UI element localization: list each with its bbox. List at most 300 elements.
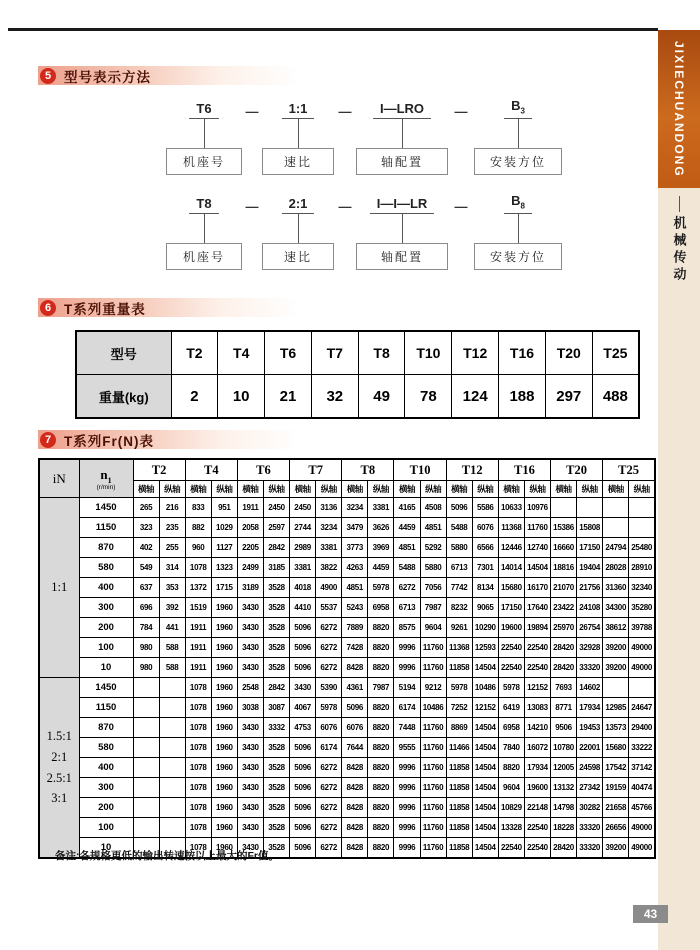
- fr-value-cell: 27342: [577, 778, 603, 798]
- fr-value-cell: 14504: [472, 798, 498, 818]
- fr-value-cell: 45766: [629, 798, 655, 818]
- fr-value-cell: 21070: [551, 578, 577, 598]
- weight-label-cell: 重量(kg): [76, 375, 171, 419]
- fr-value-cell: 980: [133, 658, 159, 678]
- section-header-fr-table: [38, 430, 154, 449]
- page-number-badge: 43: [633, 905, 668, 923]
- fr-value-cell: 22540: [524, 818, 550, 838]
- model-cell: T8: [358, 331, 405, 375]
- fr-value-cell: 9996: [394, 798, 420, 818]
- fr-value-cell: 14210: [524, 718, 550, 738]
- fr-value-cell: 9996: [394, 638, 420, 658]
- fr-value-cell: 9996: [394, 758, 420, 778]
- fr-value-cell: 3234: [342, 498, 368, 518]
- fr-value-cell: 39200: [603, 638, 629, 658]
- fr-value-cell: 3430: [237, 778, 263, 798]
- model-code: 1:1: [282, 101, 315, 119]
- fr-value-cell: 1960: [211, 678, 237, 698]
- vertical-axis-header: 纵轴: [524, 481, 550, 498]
- fr-value-cell: 1715: [211, 578, 237, 598]
- fr-value-cell: 33320: [577, 658, 603, 678]
- fr-value-cell: 14504: [472, 718, 498, 738]
- fr-value-cell: [133, 758, 159, 778]
- fr-value-cell: 1960: [211, 798, 237, 818]
- fr-value-cell: 3528: [263, 818, 289, 838]
- fr-value-cell: 3430: [237, 818, 263, 838]
- horizontal-axis-header: 横轴: [237, 481, 263, 498]
- fr-value-cell: 833: [185, 498, 211, 518]
- fr-value-cell: [603, 498, 629, 518]
- fr-value-cell: 1960: [211, 598, 237, 618]
- model-code: T6: [189, 101, 218, 119]
- model-cell: T10: [405, 331, 452, 375]
- weight-cell: 188: [499, 375, 546, 419]
- fr-value-cell: 14504: [472, 658, 498, 678]
- fr-value-cell: 3332: [263, 718, 289, 738]
- fr-value-cell: 5096: [290, 738, 316, 758]
- fr-value-cell: 2597: [263, 518, 289, 538]
- fr-value-cell: 9065: [472, 598, 498, 618]
- fr-value-cell: 1078: [185, 758, 211, 778]
- fr-value-cell: 9996: [394, 838, 420, 859]
- diagram-column: [166, 98, 242, 175]
- fr-value-cell: 1078: [185, 718, 211, 738]
- fr-value-cell: 4018: [290, 578, 316, 598]
- section-header-weight-table: [38, 298, 146, 317]
- model-header-cell: T2: [133, 459, 185, 481]
- ratio-label: 2:1: [51, 749, 68, 764]
- weight-cell: 10: [218, 375, 265, 419]
- fr-value-cell: 5978: [316, 698, 342, 718]
- fr-value-cell: 8428: [342, 758, 368, 778]
- model-code: I—LRO: [373, 101, 431, 119]
- fr-value-cell: 49000: [629, 818, 655, 838]
- speed-cell: 200: [79, 618, 133, 638]
- fr-value-cell: 5978: [446, 678, 472, 698]
- vertical-axis-header: 纵轴: [629, 481, 655, 498]
- weight-cell: 124: [452, 375, 499, 419]
- top-divider-rule: [8, 28, 658, 31]
- speed-cell: 1150: [79, 518, 133, 538]
- weight-table-grid: [75, 330, 640, 419]
- fr-value-cell: 3185: [263, 558, 289, 578]
- fr-value-cell: 16660: [551, 538, 577, 558]
- fr-value-cell: 1960: [211, 818, 237, 838]
- n1-subscript: 1: [107, 476, 112, 486]
- fr-value-cell: 13083: [524, 698, 550, 718]
- fr-value-cell: 960: [185, 538, 211, 558]
- fr-value-cell: 265: [133, 498, 159, 518]
- fr-value-cell: [629, 518, 655, 538]
- fr-value-cell: 4753: [290, 718, 316, 738]
- fr-value-cell: 3430: [290, 678, 316, 698]
- fr-value-cell: 5096: [290, 618, 316, 638]
- fr-value-cell: 8428: [342, 658, 368, 678]
- model-code: 2:1: [282, 196, 315, 214]
- fr-value-cell: 2842: [263, 538, 289, 558]
- code-row: [282, 193, 315, 214]
- fr-value-cell: 14798: [551, 798, 577, 818]
- fr-value-cell: [133, 678, 159, 698]
- fr-value-cell: 32928: [577, 638, 603, 658]
- fr-value-cell: 19159: [603, 778, 629, 798]
- fr-value-cell: 1960: [211, 778, 237, 798]
- fr-value-cell: 3528: [263, 838, 289, 859]
- fr-value-cell: 5096: [446, 498, 472, 518]
- ratio-label: 1:1: [51, 580, 68, 595]
- fr-value-cell: 7693: [551, 678, 577, 698]
- fr-value-cell: 33320: [577, 818, 603, 838]
- fr-value-cell: 14014: [498, 558, 524, 578]
- vertical-axis-header: 纵轴: [368, 481, 394, 498]
- fr-value-cell: 3528: [263, 758, 289, 778]
- weight-table-value-row: [76, 375, 639, 419]
- separator-dash: —: [245, 199, 259, 214]
- fr-value-cell: 11760: [420, 638, 446, 658]
- fr-value-cell: 2989: [290, 538, 316, 558]
- model-cell: T2: [171, 331, 218, 375]
- fr-value-cell: 38612: [603, 618, 629, 638]
- fr-value-cell: 13132: [551, 778, 577, 798]
- connector-line: [518, 214, 519, 243]
- fr-value-cell: 6272: [316, 838, 342, 859]
- fr-value-cell: 6272: [316, 638, 342, 658]
- weight-cell: 2: [171, 375, 218, 419]
- model-header-cell: T10: [394, 459, 446, 481]
- fr-value-cell: 7301: [472, 558, 498, 578]
- fr-value-cell: 3430: [237, 718, 263, 738]
- fr-value-cell: 8134: [472, 578, 498, 598]
- fr-value-cell: 6174: [394, 698, 420, 718]
- fr-value-cell: 31360: [603, 578, 629, 598]
- fr-value-cell: 6958: [498, 718, 524, 738]
- fr-value-cell: 9996: [394, 818, 420, 838]
- fr-value-cell: [159, 718, 185, 738]
- fr-value-cell: 6174: [316, 738, 342, 758]
- fr-value-cell: 9604: [498, 778, 524, 798]
- fr-value-cell: 3528: [263, 618, 289, 638]
- fr-value-cell: 12152: [524, 678, 550, 698]
- diagram-separator-column: [448, 98, 474, 119]
- connector-line: [518, 119, 519, 148]
- fr-value-cell: 35280: [629, 598, 655, 618]
- fr-value-cell: 2205: [237, 538, 263, 558]
- weight-cell: 21: [265, 375, 312, 419]
- fr-value-cell: 1960: [211, 698, 237, 718]
- fr-value-cell: 7742: [446, 578, 472, 598]
- fr-value-cell: 26754: [577, 618, 603, 638]
- fr-value-cell: 34300: [603, 598, 629, 618]
- fr-value-cell: 6713: [394, 598, 420, 618]
- connector-line: [402, 119, 403, 148]
- fr-value-cell: 6076: [316, 718, 342, 738]
- fr-value-cell: 21658: [603, 798, 629, 818]
- fr-data-row: [39, 658, 655, 678]
- fr-value-cell: 16170: [524, 578, 550, 598]
- fr-value-cell: 3528: [263, 738, 289, 758]
- horizontal-axis-header: 横轴: [394, 481, 420, 498]
- label-box: 安装方位: [474, 243, 562, 270]
- fr-data-row: [39, 638, 655, 658]
- label-box: 机座号: [166, 148, 242, 175]
- category-vertical-text: 机械传动: [671, 216, 687, 284]
- fr-value-cell: 235: [159, 518, 185, 538]
- n1-unit: (r/min): [96, 484, 116, 492]
- fr-value-cell: 19404: [577, 558, 603, 578]
- fr-value-cell: 5096: [290, 818, 316, 838]
- fr-value-cell: 216: [159, 498, 185, 518]
- diagram-separator-column: [242, 193, 262, 214]
- fr-value-cell: 11368: [446, 638, 472, 658]
- fr-value-cell: 1078: [185, 838, 211, 859]
- model-header-cell: T16: [498, 459, 550, 481]
- fr-value-cell: 11760: [524, 518, 550, 538]
- diagram-column: [356, 193, 448, 270]
- fr-value-cell: [133, 798, 159, 818]
- fr-value-cell: 8428: [342, 778, 368, 798]
- fr-value-cell: 12005: [551, 758, 577, 778]
- label-box: 安装方位: [474, 148, 562, 175]
- ratio-label: 3:1: [51, 791, 68, 806]
- fr-value-cell: 10780: [551, 738, 577, 758]
- ratio-label: 1.5:1: [46, 729, 72, 744]
- fr-value-cell: 21756: [577, 578, 603, 598]
- code-row: [246, 98, 259, 119]
- fr-value-cell: 4067: [290, 698, 316, 718]
- ratio-group-cell: [39, 498, 79, 678]
- fr-value-cell: 24794: [603, 538, 629, 558]
- fr-value-cell: 1078: [185, 558, 211, 578]
- fr-value-cell: 12593: [472, 638, 498, 658]
- fr-data-row: [39, 538, 655, 558]
- fr-data-row: [39, 778, 655, 798]
- fr-value-cell: 5978: [498, 678, 524, 698]
- fr-value-cell: 14602: [577, 678, 603, 698]
- fr-value-cell: 3087: [263, 698, 289, 718]
- fr-value-cell: [551, 498, 577, 518]
- fr-data-row: [39, 498, 655, 518]
- fr-value-cell: 4410: [290, 598, 316, 618]
- separator-dash: —: [454, 199, 468, 214]
- section-title: 型号表示方法: [64, 69, 151, 85]
- diagram-column: [262, 98, 334, 175]
- fr-value-cell: 1372: [185, 578, 211, 598]
- model-cell: T20: [545, 331, 592, 375]
- model-cell: T7: [311, 331, 358, 375]
- fr-value-cell: 8820: [368, 778, 394, 798]
- fr-value-cell: 15386: [551, 518, 577, 538]
- label-box: 速比: [262, 243, 334, 270]
- fr-value-cell: 28420: [551, 838, 577, 859]
- fr-value-cell: 11760: [420, 838, 446, 859]
- fr-value-cell: 6272: [316, 658, 342, 678]
- ratio-group-cell: [39, 678, 79, 859]
- horizontal-axis-header: 横轴: [342, 481, 368, 498]
- fr-value-cell: 3528: [263, 798, 289, 818]
- diagram-column: [356, 98, 448, 175]
- fr-value-cell: [133, 818, 159, 838]
- fr-data-row: [39, 598, 655, 618]
- fr-value-cell: 2548: [237, 678, 263, 698]
- fr-value-cell: [159, 778, 185, 798]
- fr-value-cell: 3381: [368, 498, 394, 518]
- horizontal-axis-header: 横轴: [290, 481, 316, 498]
- n1-symbol: n: [100, 466, 108, 482]
- model-header-cell: T4: [185, 459, 237, 481]
- fr-value-cell: 11858: [446, 778, 472, 798]
- code-row: [282, 98, 315, 119]
- fr-value-cell: 3189: [237, 578, 263, 598]
- fr-value-cell: 5096: [290, 638, 316, 658]
- fr-value-cell: 980: [133, 638, 159, 658]
- fr-value-cell: [133, 738, 159, 758]
- model-designation-diagram-1: [166, 98, 562, 175]
- fr-value-cell: 11466: [446, 738, 472, 758]
- fr-value-cell: 3479: [342, 518, 368, 538]
- fr-data-row: [39, 518, 655, 538]
- fr-value-cell: 9555: [394, 738, 420, 758]
- fr-value-cell: 353: [159, 578, 185, 598]
- fr-value-cell: [133, 778, 159, 798]
- fr-value-cell: [577, 498, 603, 518]
- fr-value-cell: 37142: [629, 758, 655, 778]
- fr-value-cell: 1911: [185, 618, 211, 638]
- fr-value-cell: 1911: [185, 658, 211, 678]
- model-code-subscript: 8: [520, 202, 525, 211]
- fr-value-cell: 19600: [524, 778, 550, 798]
- fr-value-cell: 22148: [524, 798, 550, 818]
- horizontal-axis-header: 横轴: [133, 481, 159, 498]
- fr-value-cell: 8820: [368, 638, 394, 658]
- brand-vertical-text: JIXIECHUANDONG: [672, 40, 686, 178]
- fr-value-cell: 11760: [420, 818, 446, 838]
- speed-cell: 870: [79, 718, 133, 738]
- fr-data-row: [39, 818, 655, 838]
- fr-value-cell: 10486: [420, 698, 446, 718]
- fr-value-cell: 1960: [211, 718, 237, 738]
- fr-value-cell: 5096: [290, 838, 316, 859]
- fr-value-cell: 10976: [524, 498, 550, 518]
- speed-cell: 870: [79, 538, 133, 558]
- speed-cell: 400: [79, 578, 133, 598]
- fr-value-cell: 392: [159, 598, 185, 618]
- fr-value-cell: 8771: [551, 698, 577, 718]
- fr-value-cell: 40474: [629, 778, 655, 798]
- fr-value-cell: 8820: [368, 658, 394, 678]
- fr-value-cell: 9996: [394, 658, 420, 678]
- fr-value-cell: 8428: [342, 838, 368, 859]
- fr-value-cell: 14504: [472, 818, 498, 838]
- speed-cell: 1450: [79, 498, 133, 518]
- code-row: [189, 193, 218, 214]
- separator-dash: —: [338, 199, 352, 214]
- fr-value-cell: 49000: [629, 658, 655, 678]
- weight-cell: 49: [358, 375, 405, 419]
- fr-value-cell: 8820: [368, 718, 394, 738]
- fr-value-cell: 23422: [551, 598, 577, 618]
- fr-value-cell: 14504: [524, 558, 550, 578]
- model-code: I—I—LR: [370, 196, 435, 214]
- fr-value-cell: 16072: [524, 738, 550, 758]
- fr-value-cell: 10290: [472, 618, 498, 638]
- fr-value-cell: 22540: [524, 658, 550, 678]
- speed-cell: 100: [79, 818, 133, 838]
- code-row: [504, 193, 532, 214]
- fr-value-cell: 24108: [577, 598, 603, 618]
- connector-line: [298, 119, 299, 148]
- model-cell: T4: [218, 331, 265, 375]
- fr-value-cell: 5537: [316, 598, 342, 618]
- speed-cell: 580: [79, 738, 133, 758]
- fr-value-cell: [629, 498, 655, 518]
- model-header-cell: T25: [603, 459, 655, 481]
- speed-cell: 580: [79, 558, 133, 578]
- fr-value-cell: 29400: [629, 718, 655, 738]
- diagram-separator-column: [448, 193, 474, 214]
- speed-cell: 1450: [79, 678, 133, 698]
- fr-value-cell: 3528: [263, 638, 289, 658]
- fr-value-cell: 2450: [290, 498, 316, 518]
- fr-value-cell: 22540: [498, 638, 524, 658]
- vertical-axis-header: 纵轴: [159, 481, 185, 498]
- fr-value-cell: 1078: [185, 738, 211, 758]
- fr-data-row: [39, 738, 655, 758]
- fr-value-cell: 3822: [316, 558, 342, 578]
- separator-dash: —: [338, 104, 352, 119]
- fr-value-cell: 28420: [551, 638, 577, 658]
- fr-value-cell: 19453: [577, 718, 603, 738]
- fr-value-cell: 9261: [446, 618, 472, 638]
- fr-value-cell: 8820: [368, 698, 394, 718]
- fr-value-cell: 13573: [603, 718, 629, 738]
- fr-value-cell: 1960: [211, 658, 237, 678]
- fr-value-cell: 588: [159, 638, 185, 658]
- fr-value-cell: 22540: [498, 658, 524, 678]
- fr-value-cell: 11858: [446, 818, 472, 838]
- fr-value-cell: 5194: [394, 678, 420, 698]
- fr-value-cell: 4361: [342, 678, 368, 698]
- fr-value-cell: 5096: [290, 658, 316, 678]
- fr-value-cell: 49000: [629, 638, 655, 658]
- speed-cell: 10: [79, 658, 133, 678]
- section-number-badge: 6: [40, 300, 56, 316]
- fr-value-cell: 30282: [577, 798, 603, 818]
- vertical-axis-header: 纵轴: [577, 481, 603, 498]
- fr-value-cell: 8820: [368, 738, 394, 758]
- separator-dash: —: [454, 104, 468, 119]
- fr-value-cell: 11760: [420, 718, 446, 738]
- fr-value-cell: 15808: [577, 518, 603, 538]
- fr-value-cell: 3773: [342, 538, 368, 558]
- fr-value-cell: 3381: [290, 558, 316, 578]
- fr-value-cell: 1960: [211, 758, 237, 778]
- fr-value-cell: 3528: [263, 578, 289, 598]
- fr-data-row: [39, 618, 655, 638]
- fr-value-cell: 17640: [524, 598, 550, 618]
- fr-value-cell: 6958: [368, 598, 394, 618]
- diagram-separator-column: [242, 98, 262, 119]
- fr-value-cell: 19894: [524, 618, 550, 638]
- fr-value-cell: 637: [133, 578, 159, 598]
- fr-value-cell: [133, 698, 159, 718]
- fr-value-cell: 6272: [316, 818, 342, 838]
- sidebar-category: [658, 196, 700, 306]
- fr-value-cell: 49000: [629, 838, 655, 859]
- section-title: T系列Fr(N)表: [64, 433, 154, 449]
- connector-line: [402, 214, 403, 243]
- fr-value-cell: 10633: [498, 498, 524, 518]
- fr-value-cell: 3430: [237, 758, 263, 778]
